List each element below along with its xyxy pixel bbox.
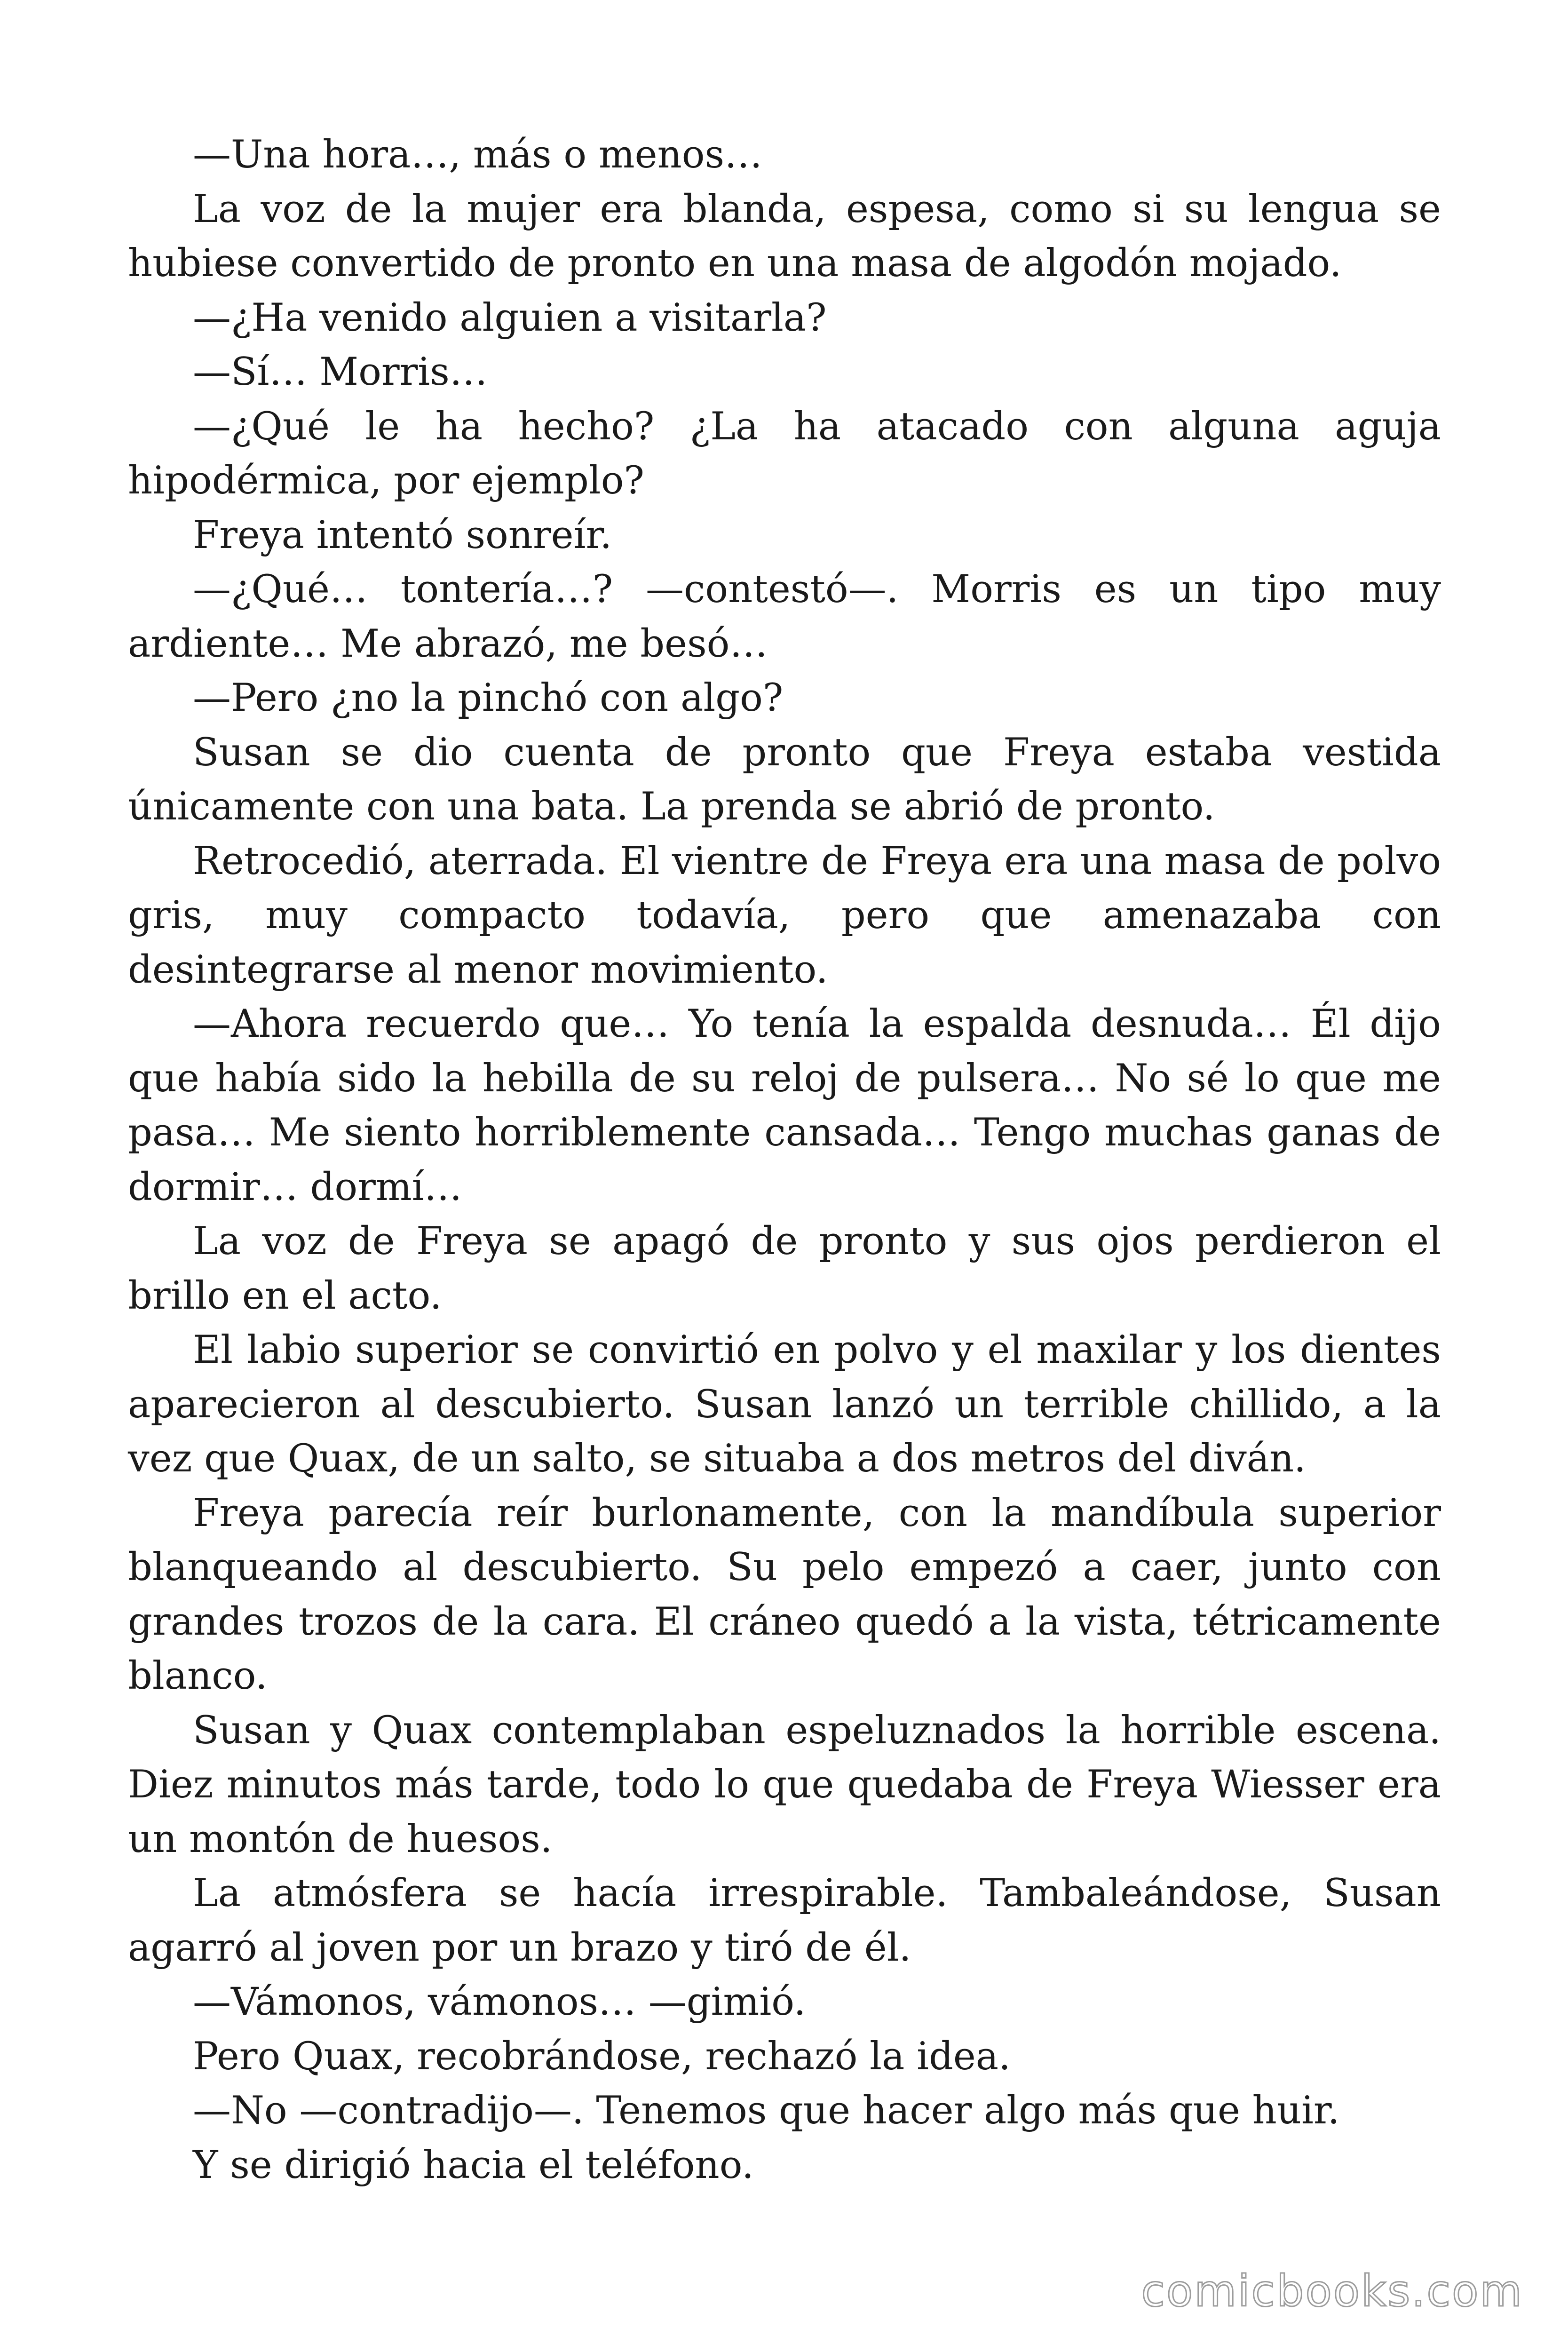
paragraph: La atmósfera se hacía irrespirable. Tambaleándose, Susan agarró al joven por un brazo y tiró de él.: [128, 1871, 1441, 1970]
paragraph: Retrocedió, aterrada. El vientre de Freya era una masa de polvo gris, muy compacto todavía, pero que amenazaba con desintegrarse al menor movimiento.: [128, 839, 1441, 992]
paragraph: La voz de Freya se apagó de pronto y sus ojos perdieron el brillo en el acto.: [128, 1219, 1441, 1318]
paragraph: —¿Qué… tontería…? —contestó—. Morris es un tipo muy ardiente… Me abrazó, me besó…: [128, 567, 1441, 666]
paragraph: Freya parecía reír burlonamente, con la mandíbula superior blanqueando al descubierto. Su pelo empezó a caer, junto con grandes trozos de la cara. El cráneo quedó a la vista, tétricamente blanco.: [128, 1491, 1441, 1698]
body-text: [128, 128, 1441, 2193]
paragraph: —Sí… Morris…: [193, 350, 488, 394]
watermark: comicbooks.com: [1141, 2266, 1523, 2316]
paragraph: Freya intentó sonreír.: [193, 513, 612, 557]
paragraph: —¿Qué le ha hecho? ¿La ha atacado con alguna aguja hipodérmica, por ejemplo?: [128, 404, 1441, 503]
paragraph: —Pero ¿no la pinchó con algo?: [193, 676, 784, 720]
paragraph: Pero Quax, recobrándose, rechazó la idea.: [193, 2034, 1011, 2079]
paragraph: —¿Ha venido alguien a visitarla?: [193, 295, 827, 340]
paragraph: —No —contradijo—. Tenemos que hacer algo más que huir.: [193, 2089, 1340, 2133]
paragraph: —Una hora…, más o menos…: [193, 133, 763, 177]
paragraph: —Ahora recuerdo que… Yo tenía la espalda desnuda… Él dijo que había sido la hebilla de su reloj de pulsera… No sé lo que me pasa… Me siento horriblemente cansada… Tengo muchas ganas de dormir… dormí…: [128, 1002, 1441, 1209]
paragraph: La voz de la mujer era blanda, espesa, como si su lengua se hubiese convertido de pronto en una masa de algodón mojado.: [128, 187, 1441, 286]
paragraph: Y se dirigió hacia el teléfono.: [193, 2143, 754, 2187]
paragraph: —Vámonos, vámonos… —gimió.: [193, 1980, 806, 2024]
paragraph: Susan y Quax contemplaban espeluznados la horrible escena. Diez minutos más tarde, todo lo que quedaba de Freya Wiesser era un montón de huesos.: [128, 1708, 1441, 1861]
paragraph: El labio superior se convirtió en polvo y el maxilar y los dientes aparecieron al descubierto. Susan lanzó un terrible chillido, a la vez que Quax, de un salto, se situaba a dos metros del diván.: [128, 1328, 1441, 1481]
paragraph: Susan se dio cuenta de pronto que Freya estaba vestida únicamente con una bata. La prenda se abrió de pronto.: [128, 730, 1441, 829]
